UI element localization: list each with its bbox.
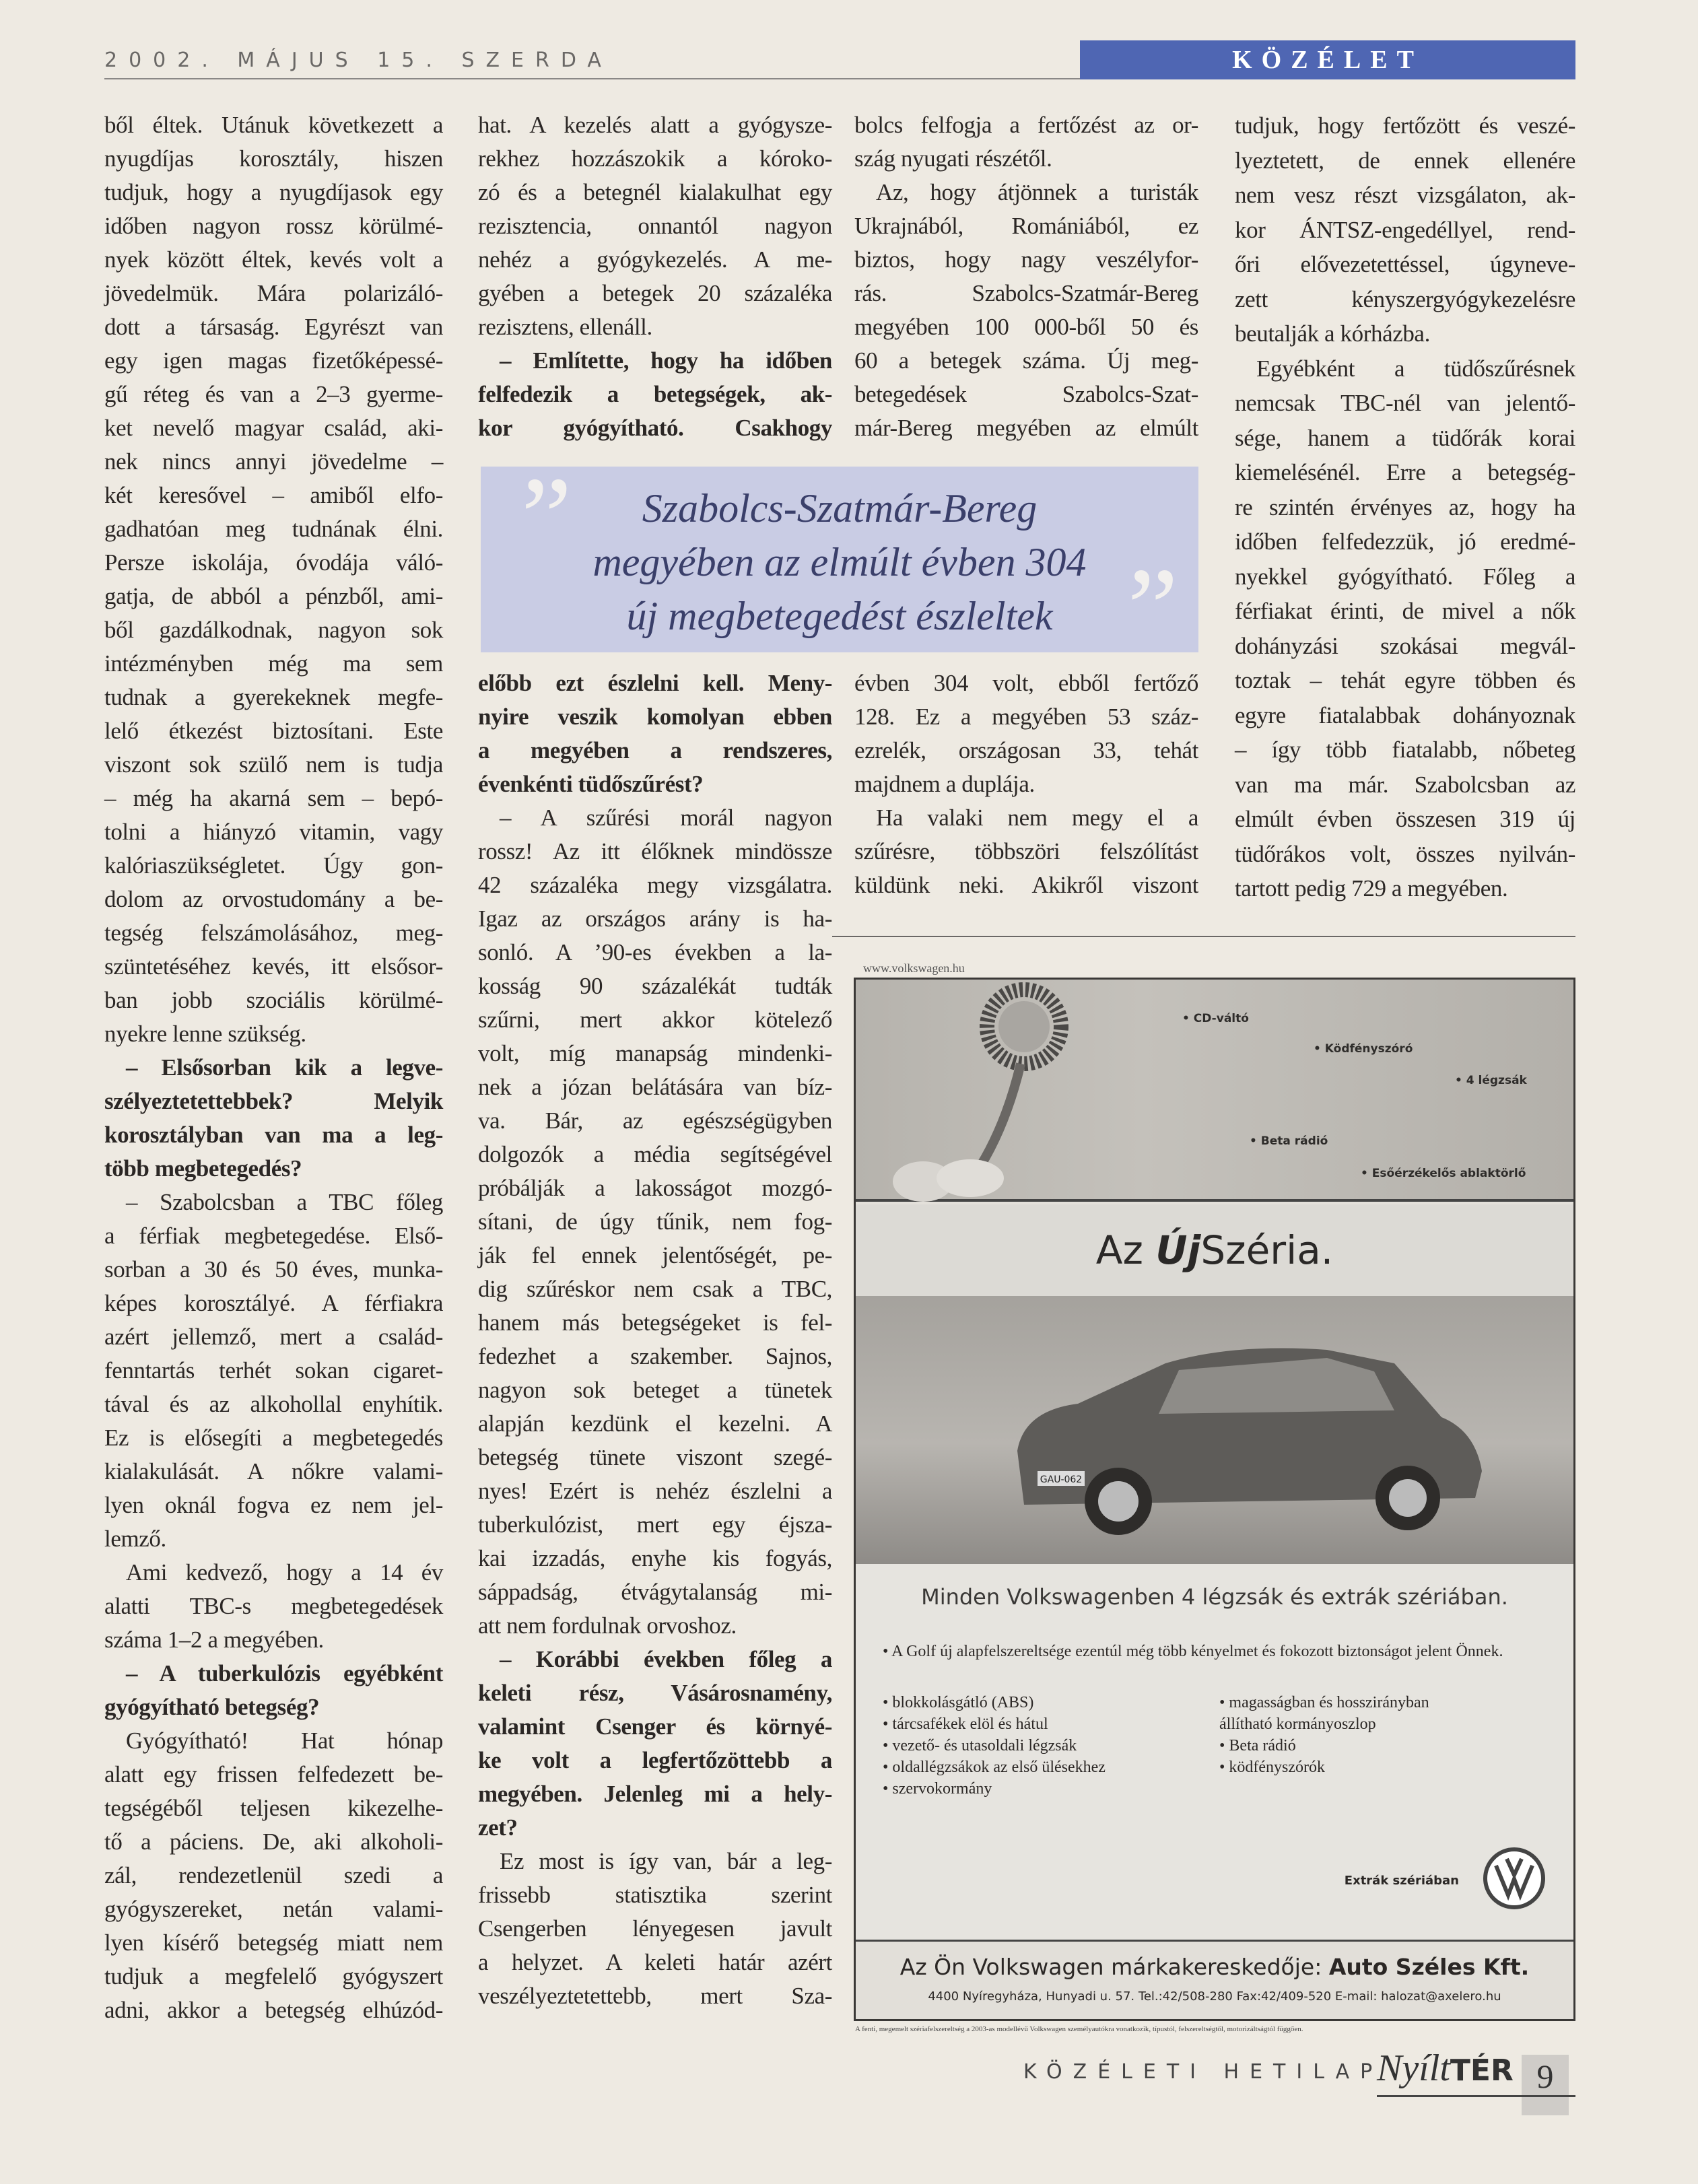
text-line: előbb ezt észlelni kell. Meny- — [478, 670, 832, 696]
text-line: intézményben még ma sem — [104, 650, 443, 677]
text-line: va. Bár, az egészségügyben — [478, 1107, 832, 1134]
text-line: a férfiak megbetegedése. Első- — [104, 1223, 443, 1249]
text-line: Az, hogy átjönnek a turisták — [876, 179, 1198, 205]
dealer-label: Az Ön Volkswagen márkakereskedője: — [899, 1954, 1322, 1980]
text-line: egyre fiatalabbak dohányoznak — [1235, 702, 1575, 728]
text-line: nek a józan belátására van bíz- — [478, 1074, 832, 1100]
text-line: ezrelék, országosan 33, tehát — [854, 737, 1198, 763]
text-line: nek nincs annyi jövedelme – — [104, 448, 443, 475]
text-line: nagyon sok beteget a tünetek — [478, 1377, 832, 1403]
pull-quote-line: Szabolcs-Szatmár-Bereg — [642, 486, 1038, 531]
dandelion-icon — [869, 980, 1071, 1202]
publication-logo — [1377, 2047, 1514, 2090]
text-line: kor gyógyítható. Csakhogy — [478, 415, 832, 441]
ad-extras-label: Extrák szériában — [1344, 1874, 1459, 1888]
text-line: gyógyszereket, netán valami- — [104, 1896, 443, 1922]
dealer-name: Auto Széles Kft. — [1328, 1954, 1530, 1980]
text-line: betegség tünete viszont szegé- — [478, 1444, 832, 1470]
text-line: tudjuk, hogy a nyugdíjasok egy — [104, 179, 443, 205]
text-line: Ez is elősegíti a megbetegedés — [104, 1425, 443, 1451]
text-line: több megbetegedés? — [104, 1155, 302, 1182]
text-line: képes korosztályé. A férfiakra — [104, 1290, 443, 1316]
text-line: ket nevelő magyar család, aki- — [104, 415, 443, 441]
license-plate: GAU-062 — [1040, 1474, 1083, 1485]
text-line: alatti TBC-s megbetegedések — [104, 1593, 443, 1619]
text-line: kor ÁNTSZ-engedéllyel, rend- — [1235, 216, 1575, 243]
close-quote-icon: ” — [1127, 545, 1178, 671]
issue-date: 2002. MÁJUS 15. SZERDA — [104, 48, 613, 72]
text-line: Csengerben lényegesen javult — [478, 1915, 832, 1942]
text-line: tegség felszámolásához, meg- — [104, 920, 443, 946]
logo-part: TÉR — [1450, 2053, 1514, 2088]
text-line: két keresővel – amiből elfo- — [104, 482, 443, 508]
text-line: gyében a betegek 20 százaléka — [478, 280, 832, 306]
text-line: sége, hanem a tüdőrák korai — [1235, 424, 1575, 451]
text-line: nehéz a gyógykezelés. A me- — [478, 246, 832, 273]
text-line: tartott pedig 729 a megyében. — [1235, 875, 1508, 901]
text-line: nyekkel gyógyítható. Főleg a — [1235, 563, 1575, 590]
text-line: Ha valaki nem megy el a — [876, 805, 1198, 831]
ad-feature: • Esőérzékelős ablaktörlő — [1361, 1167, 1526, 1180]
text-line: évben 304 volt, ebből fertőző — [854, 670, 1198, 696]
text-line: kalóriaszükségletet. Úgy gon- — [104, 852, 443, 879]
logo-part: Nyílt — [1377, 2047, 1450, 2089]
text-line: 128. Ez a megyében 53 száz- — [854, 704, 1198, 730]
headline-part: Az — [1095, 1227, 1143, 1273]
ad-feature-item: • magasságban és hosszirányban — [1219, 1694, 1429, 1711]
text-line: – Elsősorban kik a legve- — [126, 1054, 443, 1081]
pull-quote-line: új megbetegedést észleltek — [626, 594, 1053, 638]
text-line: küldünk neki. Akikről viszont — [854, 872, 1198, 898]
text-line: re szintén érvényes az, hogy ha — [1235, 493, 1575, 520]
text-line: szélyeztetettebbek? Melyik — [104, 1088, 443, 1114]
volkswagen-advertisement — [854, 978, 1575, 2021]
text-line: gatja, de abból a pénzből, ami- — [104, 583, 443, 609]
text-line: hanem más betegségeket is fel- — [478, 1309, 832, 1336]
text-line: elmúlt évben összesen 319 új — [1235, 806, 1575, 832]
text-line: Ez most is így van, bár a leg- — [500, 1848, 832, 1874]
text-line: alapján kezdünk el kezelni. A — [478, 1410, 832, 1437]
text-line: tudnak a gyerekeknek megfe- — [104, 684, 443, 710]
ad-feature: • Beta rádió — [1250, 1134, 1328, 1148]
footer-label: KÖZÉLETI HETILAP — [1023, 2060, 1384, 2084]
text-line: toztak – tehát egyre többen és — [1235, 667, 1575, 693]
text-line: alatt egy frissen felfedezett be- — [104, 1761, 443, 1787]
text-line: sorban a 30 és 50 éves, munka- — [104, 1256, 443, 1283]
page-number: 9 — [1522, 2055, 1569, 2115]
text-line: ke volt a legfertőzöttebb a — [478, 1747, 832, 1773]
text-line: Persze iskolája, óvodája váló- — [104, 549, 443, 576]
text-line: viszont sok szülő nem is tudja — [104, 751, 443, 778]
open-quote-icon: ” — [521, 454, 572, 580]
text-line: tudjuk, hogy fertőzött és veszé- — [1235, 112, 1575, 139]
footer-rule — [1377, 2095, 1575, 2097]
text-line: már-Bereg megyében az elmúlt — [854, 415, 1198, 441]
text-line: – A tuberkulózis egyébként — [126, 1660, 443, 1686]
article-column-3-top — [854, 108, 1198, 445]
ad-feature: • Ködfényszóró — [1314, 1042, 1413, 1056]
text-line: sonló. A ’90-es években a la- — [478, 939, 832, 965]
dealer-address: 4400 Nyíregyháza, Hunyadi u. 57. Tel.:42/508-280 Fax:42/409-520 E-mail: halozat@axelero.hu — [928, 1989, 1501, 2004]
text-line: van ma már. Szabolcsban az — [1235, 771, 1575, 798]
text-line: nemcsak TBC-nél van jelentő- — [1235, 390, 1575, 416]
text-line: kai izzadás, enyhe kis fogyás, — [478, 1545, 832, 1571]
text-line: dolom az orvostudomány a be- — [104, 886, 443, 912]
ad-feature-item: • szervokormány — [883, 1780, 992, 1798]
text-line: Ukrajnából, Romániából, ez — [854, 213, 1198, 239]
text-line: megyében. Jelenleg mi a hely- — [478, 1781, 832, 1807]
text-line: Gyógyítható! Hat hónap — [126, 1728, 443, 1754]
text-line: zál, rendezetlenül szedi a — [104, 1862, 443, 1888]
text-line: – még ha akarná sem – bepó- — [104, 785, 443, 811]
text-line: tolni a hiányzó vitamin, vagy — [104, 819, 443, 845]
car-photo — [856, 1296, 1573, 1564]
text-line: lemző. — [104, 1526, 166, 1552]
ad-feature-item: • tárcsafékek elöl és hátul — [883, 1715, 1048, 1733]
dealer-info — [856, 1940, 1573, 2019]
text-line: dohányzási szokásai megvál- — [1235, 632, 1575, 659]
text-line: fedezhet a szakember. Sajnos, — [478, 1343, 832, 1369]
text-line: rekhez hozzászokik a kóroko- — [478, 145, 832, 172]
text-line: volt, míg manapság mindenki- — [478, 1040, 832, 1066]
text-line: tüdőrákos volt, összes nyilván- — [1235, 840, 1575, 867]
text-line: azért jellemző, mert a család- — [104, 1324, 443, 1350]
vw-logo-icon — [1483, 1847, 1547, 1911]
car-icon — [856, 1296, 1577, 1564]
text-line: 42 százaléka megy vizsgálatra. — [478, 872, 832, 898]
ad-feature: • CD-váltó — [1182, 1012, 1249, 1025]
text-line: megyében 100 000-ből 50 és — [854, 314, 1198, 340]
text-line: korosztályban van ma a leg- — [104, 1122, 443, 1148]
text-line: dott a társaság. Egyrészt van — [104, 314, 443, 340]
text-line: nyes! Ezért is nehéz észlelni a — [478, 1478, 832, 1504]
text-line: biztos, hogy nagy veszélyfor- — [854, 246, 1198, 273]
text-line: ban jobb szociális körülmé- — [104, 987, 443, 1013]
text-line: tő a páciens. De, aki alkoholi- — [104, 1829, 443, 1855]
text-line: hat. A kezelés alatt a gyógysze- — [478, 112, 832, 138]
headline-part: Új — [1155, 1227, 1201, 1273]
text-line: gű réteg és van a 2–3 gyerme- — [104, 381, 443, 407]
text-line: tegségéből teljesen kikezelhe- — [104, 1795, 443, 1821]
ad-text-panel — [856, 1564, 1573, 1940]
text-line: – Korábbi években főleg a — [500, 1646, 832, 1672]
text-line: gyógyítható betegség? — [104, 1694, 320, 1720]
text-line: Igaz az országos arány is ha- — [478, 906, 832, 932]
ad-feature-item: • Beta rádió — [1219, 1737, 1296, 1754]
text-line: tuberkulózist, mert egy éjsza- — [478, 1511, 832, 1538]
text-line: adni, akkor a betegség elhúzód- — [104, 1997, 443, 2023]
text-line: szág nyugati részétől. — [854, 145, 1052, 172]
text-line: kialakulását. A nőkre valami- — [104, 1458, 443, 1485]
ad-golf-text: • A Golf új alapfelszereltsége ezentúl még több kényelmet és fokozott biztonságot jelent Önnek. — [883, 1643, 1503, 1660]
text-line: 60 a betegek száma. Új meg- — [854, 347, 1198, 374]
text-line: nem vesz részt vizsgálaton, ak- — [1235, 182, 1575, 208]
text-line: rezisztens, ellenáll. — [478, 314, 652, 340]
text-line: férfiakat érinti, de mivel a nők — [1235, 598, 1575, 624]
text-line: évenkénti tüdőszűrést? — [478, 771, 704, 797]
text-line: tával és az alkohollal enyhítik. — [104, 1391, 443, 1417]
text-line: lyeztetett, de ennek ellenére — [1235, 147, 1575, 174]
text-line: próbálják a lakosságot mozgó- — [478, 1175, 832, 1201]
ad-feature-item: • ködfényszórók — [1219, 1759, 1326, 1776]
text-line: dolgozók a média segítségével — [478, 1141, 832, 1167]
text-line: valamint Csenger és környé- — [478, 1713, 832, 1740]
ad-feature-list-left — [883, 1692, 1106, 1800]
header-rule — [104, 78, 1081, 79]
text-line: szűrésre, többszöri felszólítást — [854, 838, 1198, 864]
article-column-2-top — [478, 108, 832, 445]
text-line: kosság 90 százalékát tudták — [478, 973, 832, 999]
pull-quote-line: megyében az elmúlt évben 304 — [592, 540, 1087, 584]
text-line: száma 1–2 a megyében. — [104, 1627, 324, 1653]
text-line: – A szűrési morál nagyon — [500, 805, 832, 831]
ad-feature-item: • blokkolásgátló (ABS) — [883, 1694, 1034, 1711]
text-line: sáppadság, étvágytalanság mi- — [478, 1579, 832, 1605]
ad-feature-item: • oldallégzsákok az első ülésekhez — [883, 1759, 1106, 1776]
text-line: a megyében a rendszeres, — [478, 737, 832, 763]
text-line: fenntartás terhét sokan cigaret- — [104, 1357, 443, 1384]
text-line: Ami kedvező, hogy a 14 év — [126, 1559, 443, 1585]
headline-part: Széria. — [1200, 1227, 1334, 1273]
text-line: időben felfedezzük, jó eredmé- — [1235, 528, 1575, 555]
text-line: betegedések Szabolcs-Szat- — [854, 381, 1198, 407]
text-line: egy igen magas fizetőképessé- — [104, 347, 443, 374]
ad-feature-list-right — [1219, 1692, 1429, 1778]
text-line: veszélyeztetettebb, mert Sza- — [478, 1983, 832, 2009]
text-line: szűrni, mert akkor kötelező — [478, 1006, 832, 1033]
text-line: tudjuk a megfelelő gyógyszert — [104, 1963, 443, 1989]
ad-feature: • 4 légzsák — [1455, 1074, 1527, 1087]
text-line: sítani, de úgy tűnik, nem fog- — [478, 1208, 832, 1235]
ad-url: www.volkswagen.hu — [863, 961, 965, 975]
article-column-1 — [104, 108, 443, 2027]
text-line: nyekre lenne szükség. — [104, 1021, 306, 1047]
ad-feature-item: • vezető- és utasoldali légzsák — [883, 1737, 1077, 1754]
text-line: keleti rész, Vásárosnamény, — [478, 1680, 832, 1706]
text-line: majdnem a duplája. — [854, 771, 1035, 797]
ad-tagline: Minden Volkswagenben 4 légzsák és extrák szériában. — [921, 1584, 1508, 1610]
text-line: őri elővezetettéssel, úgyneve- — [1235, 251, 1575, 277]
section-label: KÖZÉLET — [1080, 40, 1575, 79]
text-line: zett kényszergyógykezelésre — [1235, 285, 1575, 312]
text-line: dig szűréskor nem csak a TBC, — [478, 1276, 832, 1302]
ad-separator-rule — [832, 936, 1575, 937]
text-line: nyire veszik komolyan ebben — [478, 704, 832, 730]
text-line: lyen kísérő betegség miatt nem — [104, 1930, 443, 1956]
text-line: rás. Szabolcs-Szatmár-Bereg — [854, 280, 1198, 306]
ad-fineprint: A fenti, megemelt szériafelszereltség a 2003-as modellévű Volkswagen személyautókra vonatkozik, típustól, felszereltségtől, motorizáltságtól függően. — [855, 2025, 1303, 2033]
article-column-4 — [1235, 108, 1575, 906]
text-line: Egyébként a tüdőszűrésnek — [1256, 355, 1575, 382]
text-line: kiemelésénél. Erre a betegség- — [1235, 459, 1575, 485]
text-line: – Szabolcsban a TBC főleg — [126, 1189, 443, 1215]
text-line: ják fel ennek jelentőségét, pe- — [478, 1242, 832, 1268]
text-line: felfedezik a betegségek, ak- — [478, 381, 832, 407]
text-line: zet? — [478, 1814, 518, 1841]
ad-feature-item: állítható kormányoszlop — [1219, 1715, 1376, 1733]
text-line: ből éltek. Utánuk következett a — [104, 112, 443, 138]
text-line: – így több fiatalabb, nőbeteg — [1235, 737, 1575, 763]
text-line: a helyzet. A keleti határ azért — [478, 1949, 832, 1975]
text-line: lyen oknál fogva ez nem jel- — [104, 1492, 443, 1518]
pull-quote — [481, 454, 1198, 671]
text-line: zó és a betegnél kialakulhat egy — [478, 179, 832, 205]
text-line: rossz! Az itt élőknek mindössze — [478, 838, 832, 864]
text-line: bolcs felfogja a fertőzést az or- — [854, 112, 1198, 138]
article-column-2-bottom — [478, 667, 832, 2013]
text-line: gadhatóan meg tudnának élni. — [104, 516, 443, 542]
text-line: időben nagyon rossz körülmé- — [104, 213, 443, 239]
text-line: ből gazdálkodnak, nagyon sok — [104, 617, 443, 643]
text-line: att nem fordulnak orvoshoz. — [478, 1612, 737, 1639]
text-line: nyek között éltek, kevés volt a — [104, 246, 443, 273]
text-line: rezisztencia, onnantól nagyon — [478, 213, 832, 239]
text-line: szüntetéséhez kevés, itt elsősor- — [104, 953, 443, 980]
text-line: – Említette, hogy ha időben — [500, 347, 832, 374]
text-line: nyugdíjas korosztály, hiszen — [104, 145, 443, 172]
article-column-3-bottom — [854, 667, 1198, 902]
dandelion-photo — [856, 980, 1573, 1202]
ad-headline — [856, 1204, 1573, 1296]
text-line: beutalják a kórházba. — [1235, 320, 1430, 347]
text-line: lelő étkezést biztosítani. Este — [104, 718, 443, 744]
text-line: frissebb statisztika szerint — [478, 1882, 832, 1908]
text-line: jövedelmük. Mára polarizáló- — [104, 280, 443, 306]
